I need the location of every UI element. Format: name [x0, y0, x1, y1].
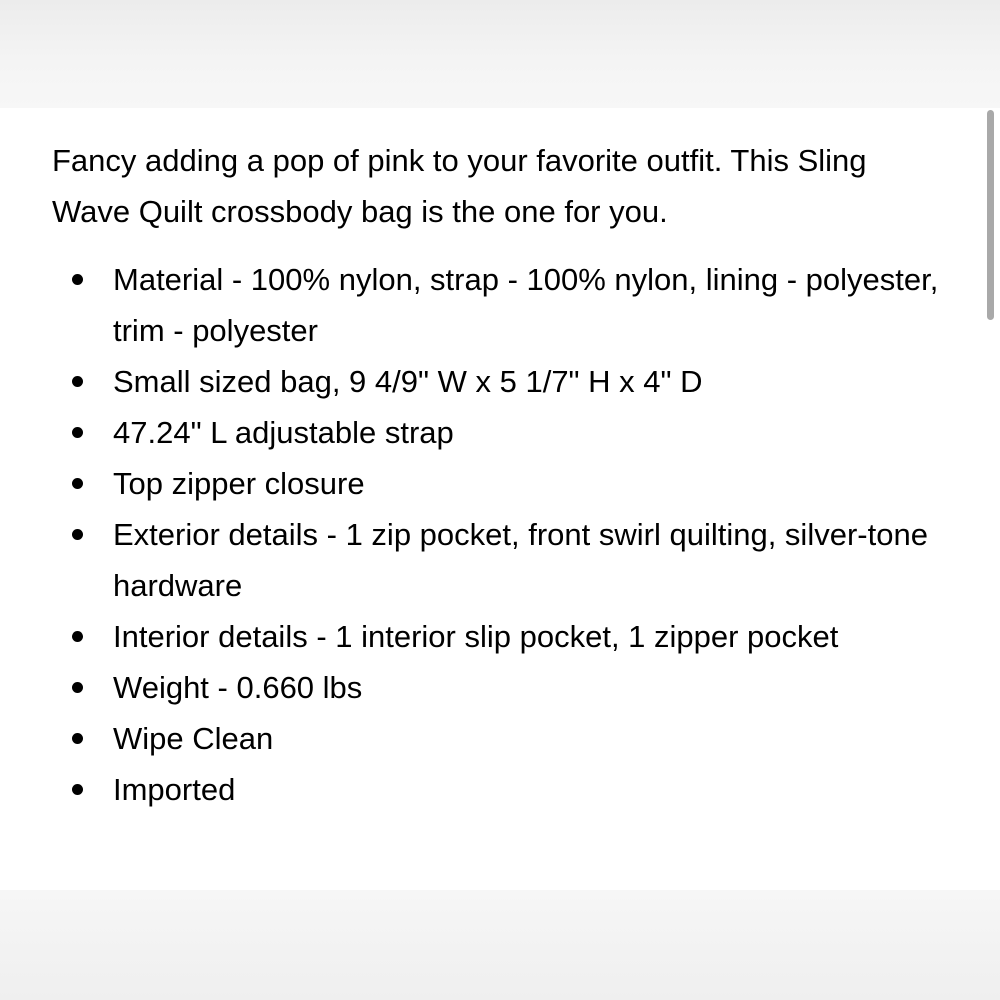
feature-item-interior: [52, 611, 940, 662]
feature-text: 47.24" L adjustable strap: [113, 415, 454, 450]
feature-item-origin: [52, 764, 940, 815]
feature-text: Interior details - 1 interior slip pocket, 1 zipper pocket: [113, 619, 839, 654]
feature-item-strap: [52, 407, 940, 458]
feature-text: Wipe Clean: [113, 721, 274, 756]
bullet-icon: [72, 784, 83, 795]
feature-list: [52, 254, 940, 815]
feature-item-closure: [52, 458, 940, 509]
feature-item-material: [52, 254, 940, 356]
bullet-icon: [72, 376, 83, 387]
feature-text: Weight - 0.660 lbs: [113, 670, 363, 705]
feature-item-exterior: [52, 509, 940, 611]
feature-text: Material - 100% nylon, strap - 100% nylon, lining - polyester, trim - polyester: [113, 262, 939, 348]
description-intro: Fancy adding a pop of pink to your favorite outfit. This Sling Wave Quilt crossbody bag is the one for you.: [52, 143, 867, 229]
feature-text: Small sized bag, 9 4/9" W x 5 1/7" H x 4" D: [113, 364, 703, 399]
feature-text: Top zipper closure: [113, 466, 365, 501]
bullet-icon: [72, 478, 83, 489]
bullet-icon: [72, 427, 83, 438]
bullet-icon: [72, 682, 83, 693]
feature-item-size: [52, 356, 940, 407]
feature-item-care: [52, 713, 940, 764]
product-description-panel: [0, 108, 1000, 890]
bullet-icon: [72, 529, 83, 540]
bullet-icon: [72, 733, 83, 744]
feature-item-weight: [52, 662, 940, 713]
scrollbar-thumb[interactable]: [987, 110, 994, 320]
feature-text: Imported: [113, 772, 236, 807]
bullet-icon: [72, 274, 83, 285]
feature-text: Exterior details - 1 zip pocket, front swirl quilting, silver-tone hardware: [113, 517, 928, 603]
bullet-icon: [72, 631, 83, 642]
